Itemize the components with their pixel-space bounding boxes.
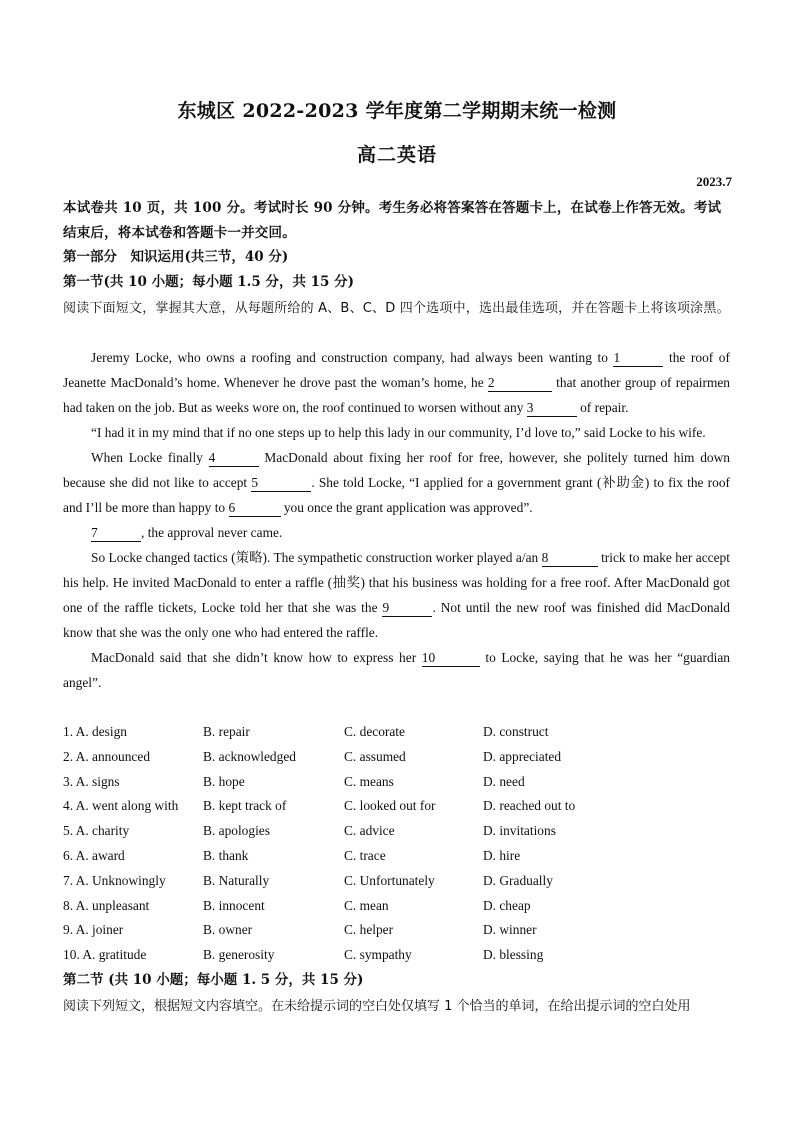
option-c: C. advice [344,823,395,839]
passage-text: that another group of repairmen had taken on the job. But as weeks wore on, the roof continued to worsen without any [63,375,731,415]
exam-date: 2023.7 [696,174,732,189]
blank-8: 8 [542,550,598,567]
option-d: D. construct [483,724,549,739]
option-row [63,894,743,919]
option-a: 4. A. went along with [63,798,179,814]
exam-subject: 高二英语 [356,144,437,166]
blank-9: 9 [382,600,432,617]
option-b: B. innocent [203,897,265,913]
section2-heading: 第二节 (共 10 小题；每小题 1. 5 分，共 15 分) [63,972,364,988]
option-d: D. reached out to [483,798,576,814]
option-b: B. owner [203,922,253,938]
section2-instructions: 阅读下列短文，根据短文内容填空。在未给提示词的空白处仅填写 1 个恰当的单词，在给出提示词的空白处用 [63,999,691,1014]
passage-text: you once the grant application was approved”. [283,500,533,515]
exam-title: 东城区 2022-2023 学年度第二学期期末统一检测 [177,100,617,122]
passage-text: trick to make her accept his help. He invited MacDonald to enter a raffle (抽奖) that his business was holding for a free roof. After MacDonald got one of the raffle tickets, Locke told her that she was the [63,550,730,615]
option-b: B. thank [203,847,249,863]
option-b: B. acknowledged [203,748,296,764]
option-b: B. kept track of [203,798,287,814]
part1-heading: 第一部分 知识运用(共三节，40 分) [63,249,289,265]
passage-paragraph-4 [63,520,730,545]
option-c: C. mean [344,897,389,913]
passage-paragraph-6 [63,645,730,695]
blank-6: 6 [229,500,281,517]
answer-options [63,720,743,968]
option-row [63,869,743,894]
option-c: C. trace [344,847,386,863]
option-c: C. Unfortunately [344,872,435,888]
option-a: 1. A. design [63,724,127,739]
option-row [63,943,743,968]
option-row [63,844,743,869]
passage-text: MacDonald said that she didn’t know how to express her [91,650,417,665]
option-a: 2. A. announced [63,748,151,764]
option-c: C. sympathy [344,947,412,963]
passage-text: to Locke, saying that he was her “guardian angel”. [63,650,731,690]
option-row [63,794,743,819]
cloze-passage [63,345,730,695]
passage-text: Jeremy Locke, who owns a roofing and construction company, had always been wanting to [91,350,608,365]
option-a: 6. A. award [63,847,125,863]
option-b: B. apologies [203,823,270,839]
section1-instructions: 阅读下面短文，掌握其大意，从每题所给的 A、B、C、D 四个选项中，选出最佳选项，并在答题卡上将该项涂黑。 [63,301,730,316]
blank-4: 4 [209,450,259,467]
blank-7: 7 [91,525,141,542]
option-b: B. repair [203,724,250,739]
option-b: B. Naturally [203,872,270,888]
blank-5: 5 [251,475,311,492]
option-c: C. assumed [344,748,406,764]
option-d: D. invitations [483,823,556,839]
option-row [63,918,743,943]
option-a: 9. A. joiner [63,922,124,938]
passage-paragraph-3 [63,445,730,520]
passage-text: MacDonald about fixing her roof for free, however, she politely turned him down because she did not like to accept [63,450,730,490]
passage-paragraph-2: “I had it in my mind that if no one steps up to help this lady in our community, I’d love to,” said Locke to his wife. [91,425,706,440]
option-row [63,745,743,770]
passage-paragraph-5 [63,545,730,645]
option-d: D. blessing [483,947,544,963]
blank-1: 1 [613,350,663,367]
option-d: D. Gradually [483,872,553,888]
option-row [63,720,743,745]
passage-text: the roof of Jeanette MacDonald’s home. Whenever he drove past the woman’s home, he [63,350,730,390]
section1-heading: 第一节(共 10 小题；每小题 1.5 分，共 15 分) [63,274,355,290]
option-b: B. generosity [203,947,275,963]
option-row [63,770,743,795]
option-d: D. need [483,773,525,789]
passage-text: When Locke finally [91,450,203,465]
option-d: D. appreciated [483,748,562,764]
blank-3: 3 [527,400,577,417]
option-c: C. means [344,773,394,789]
blank-10: 10 [422,650,480,667]
option-d: D. hire [483,847,521,863]
option-a: 10. A. gratitude [63,947,147,963]
option-c: C. looked out for [344,798,436,814]
passage-text: of repair. [580,400,629,415]
passage-text: So Locke changed tactics (策略). The sympathetic construction worker played a/an [91,550,539,565]
option-d: D. winner [483,922,537,938]
option-d: D. cheap [483,897,531,913]
blank-2: 2 [488,375,552,392]
option-a: 8. A. unpleasant [63,897,150,913]
option-c: C. helper [344,922,394,938]
option-a: 7. A. Unknowingly [63,872,166,888]
passage-text: . She told Locke, “I applied for a government grant (补助金) to fix the roof and I’ll be more than happy to [63,475,730,515]
option-row [63,819,743,844]
option-b: B. hope [203,773,245,789]
option-a: 5. A. charity [63,823,130,839]
option-c: C. decorate [344,724,405,739]
passage-paragraph-1 [63,345,730,420]
option-a: 3. A. signs [63,773,120,789]
passage-text: . Not until the new roof was finished did MacDonald know that she was the only one who had entered the raffle. [63,600,730,640]
exam-intro: 本试卷共 10 页，共 100 分。考试时长 90 分钟。考生务必将答案答在答题卡上，在试卷上作答无效。考试结束后，将本试卷和答题卡一并交回。 [63,200,722,241]
passage-text: , the approval never came. [141,525,283,540]
